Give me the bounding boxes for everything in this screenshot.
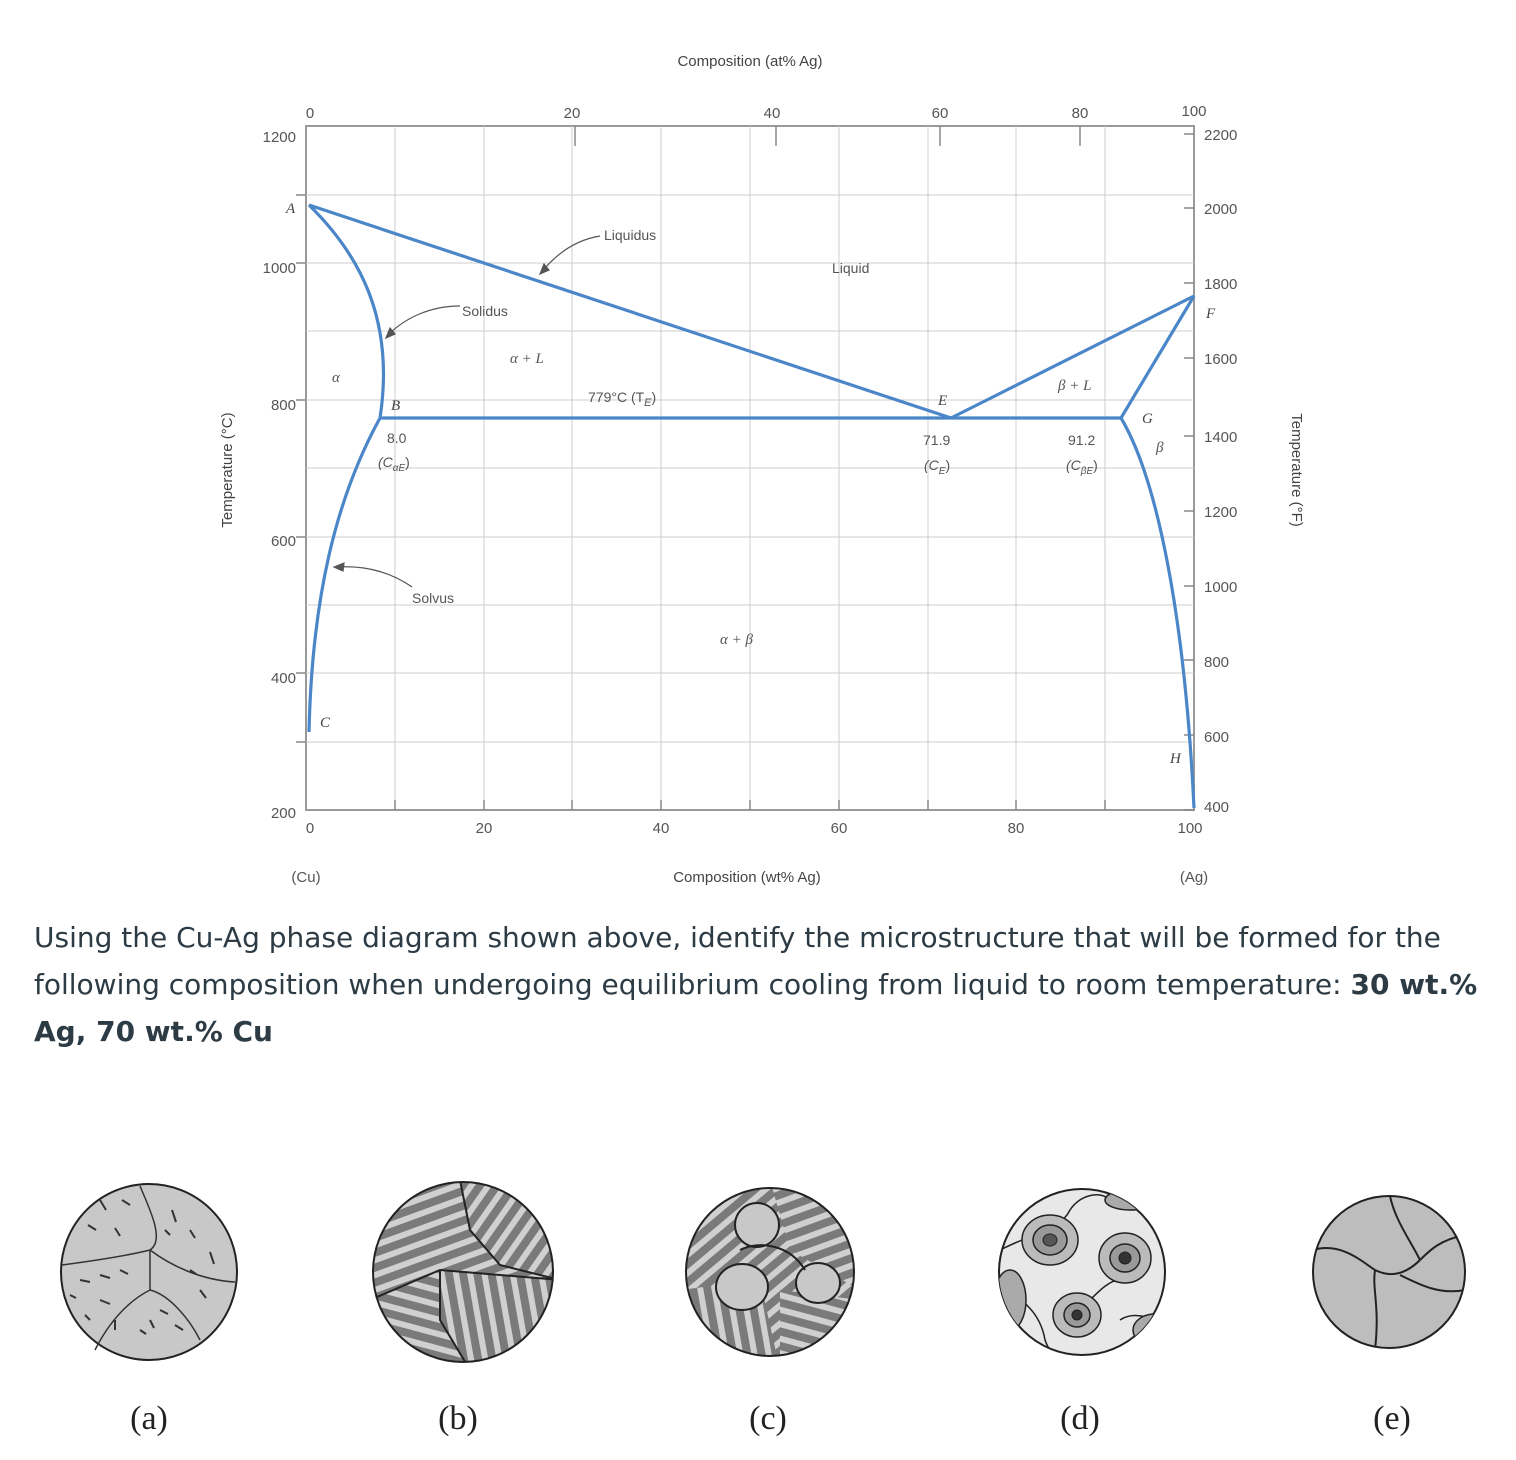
option-label-e: (e) — [1373, 1400, 1411, 1437]
label-b-symbol: $(C_{\alpha E})$ — [378, 454, 410, 474]
region-beta: β — [1156, 440, 1164, 456]
region-beta-l: β + L — [1058, 378, 1092, 394]
left-tick: 1000 — [262, 260, 296, 277]
question-composition: 30 wt.% Ag, 70 wt.% Cu — [34, 968, 1478, 1048]
left-tick: 800 — [270, 397, 296, 414]
right-tick: 800 — [1204, 654, 1230, 671]
right-tick: 2000 — [1204, 201, 1238, 218]
point-e: E — [938, 393, 948, 409]
right-tick: 400 — [1204, 799, 1230, 816]
microstructure-d[interactable] — [994, 1189, 1177, 1370]
microstructure-a[interactable] — [61, 1184, 237, 1360]
left-tick: 600 — [270, 533, 296, 550]
option-label-c: (c) — [749, 1400, 787, 1437]
grid — [306, 126, 1194, 810]
solvus-left — [309, 418, 380, 732]
label-liquidus: Liquidus — [604, 227, 657, 243]
left-axis-title: Temperature (°C) — [219, 412, 236, 528]
point-f: F — [1206, 306, 1216, 322]
label-eutectic-temp: 779°C $(T_E)$ — [588, 389, 657, 409]
right-tick: 600 — [1204, 729, 1230, 746]
label-solvus: Solvus — [412, 590, 455, 606]
microstructure-b[interactable] — [370, 1180, 560, 1370]
microstructure-e[interactable] — [1313, 1196, 1465, 1350]
solidus-left — [309, 205, 383, 418]
label-e-symbol: $(C_E)$ — [924, 457, 951, 477]
top-tick: 80 — [1071, 105, 1089, 122]
right-tick: 1400 — [1204, 429, 1238, 446]
top-tick: 40 — [763, 105, 781, 122]
bottom-tick: 60 — [830, 820, 848, 837]
microstructure-options — [0, 1170, 1516, 1460]
microstructure-c[interactable] — [680, 1180, 860, 1370]
left-tick: 200 — [270, 805, 296, 822]
region-alpha-l: α + L — [510, 351, 544, 367]
right-axis-title: Temperature (°F) — [1288, 413, 1305, 527]
bottom-axis-title: Composition (wt% Ag) — [673, 869, 821, 886]
top-axis-title: Composition (at% Ag) — [677, 53, 823, 70]
right-tick: 1800 — [1204, 276, 1238, 293]
top-tick: 60 — [931, 105, 949, 122]
label-b-value: 8.0 — [387, 430, 407, 446]
point-c: C — [320, 715, 331, 731]
label-solidus: Solidus — [462, 303, 508, 319]
left-tick: 1200 — [262, 129, 296, 146]
point-b: B — [391, 398, 401, 414]
question-body: Using the Cu-Ag phase diagram shown above, identify the microstructure that will be formed for the following composition when undergoing equilibrium cooling from liquid to room temperature: — [34, 921, 1441, 1001]
option-label-d: (d) — [1060, 1400, 1100, 1437]
solvus-right — [1121, 418, 1194, 808]
top-tick: 100 — [1181, 103, 1207, 120]
label-e-value: 71.9 — [923, 432, 951, 448]
option-label-a: (a) — [130, 1400, 168, 1437]
right-tick: 2200 — [1204, 127, 1238, 144]
region-alpha-beta: α + β — [720, 632, 753, 648]
phase-boundaries — [309, 205, 1194, 808]
region-alpha: α — [332, 370, 340, 386]
label-g-value: 91.2 — [1068, 432, 1096, 448]
bottom-tick: 0 — [305, 820, 315, 837]
option-label-b: (b) — [438, 1400, 478, 1437]
right-tick: 1000 — [1204, 579, 1238, 596]
point-a: A — [286, 201, 296, 217]
region-liquid: Liquid — [832, 260, 870, 276]
question-text — [34, 914, 1484, 1055]
bottom-tick: 80 — [1007, 820, 1025, 837]
point-g: G — [1142, 411, 1153, 427]
bottom-tick: 100 — [1177, 820, 1203, 837]
left-tick: 400 — [270, 670, 296, 687]
top-tick: 20 — [563, 105, 581, 122]
bottom-left-end: (Cu) — [291, 869, 321, 886]
bottom-right-end: (Ag) — [1179, 869, 1209, 886]
top-tick: 0 — [305, 105, 315, 122]
bottom-tick: 40 — [652, 820, 670, 837]
right-tick: 1200 — [1204, 504, 1238, 521]
point-h: H — [1170, 751, 1181, 767]
label-g-symbol: $(C_{\beta E})$ — [1066, 457, 1098, 477]
bottom-tick: 20 — [475, 820, 493, 837]
right-tick: 1600 — [1204, 351, 1238, 368]
